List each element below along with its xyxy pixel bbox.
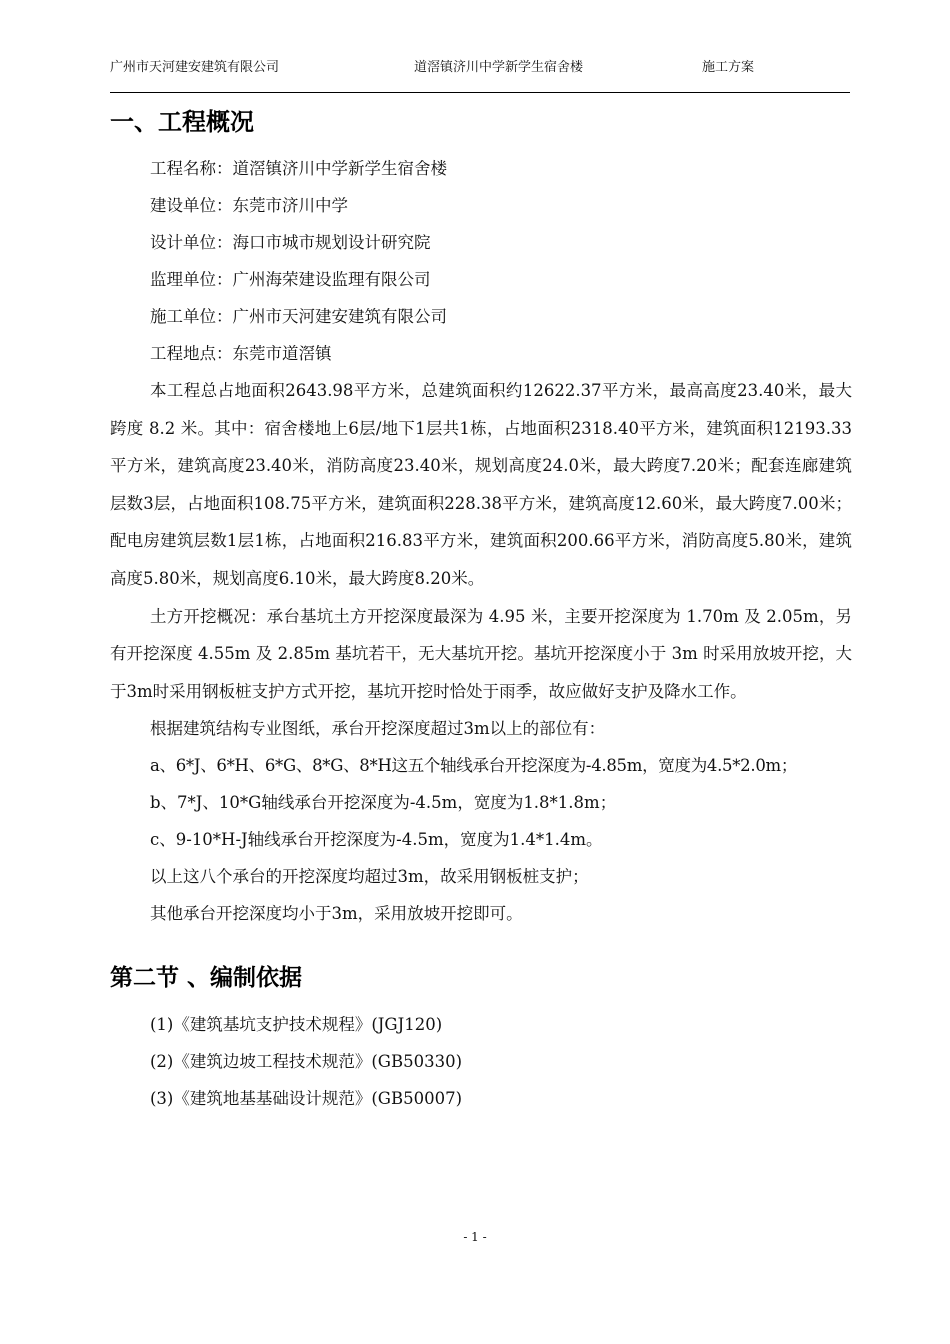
earthwork-paragraph: 土方开挖概况：承台基坑土方开挖深度最深为 4.95 米，主要开挖深度为 1.70m 及 2.05m，另有开挖深度 4.55m 及 2.85m 基坑若干，无大基坑开挖。基坑开挖深度小于 3m 时采用放坡开挖，大于3m时采用钢板桩支护方式开挖，基坑开挖时恰处于雨季，故应做好支护及降水工作。 — [110, 606, 852, 701]
list-item-b: b、7*J、10*G轴线承台开挖深度为-4.5m，宽度为1.8*1.8m； — [150, 793, 617, 813]
summary-line-1: 以上这八个承台的开挖深度均超过3m，故采用钢板桩支护； — [150, 867, 589, 887]
area-paragraph: 本工程总占地面积2643.98平方米，总建筑面积约12622.37平方米，最高高度23.40米，最大跨度 8.2 米。其中：宿舍楼地上6层/地下1层共1栋，占地面积2318.40平方米，建筑面积12193.33平方米，建筑高度23.40米，消防高度23.40米，规划高度24.0米，最大跨度7.20米；配套连廊建筑层数3层，占地面积108.75平方米，建筑面积228.38平方米，建筑高度12.60米，最大跨度7.00米；配电房建筑层数1层1栋，占地面积216.83平方米，建筑面积200.66平方米，消防高度5.80米，建筑高度5.80米，规划高度6.10米，最大跨度8.20米。 — [110, 381, 852, 588]
header-company: 广州市天河建安建筑有限公司 — [110, 60, 280, 75]
section1-title: 一、工程概况 — [110, 108, 254, 136]
info-supervisor: 监理单位：广州海荣建设监理有限公司 — [150, 270, 431, 289]
info-client: 建设单位：东莞市济川中学 — [150, 196, 348, 215]
summary-line-2: 其他承台开挖深度均小于3m，采用放坡开挖即可。 — [150, 904, 523, 924]
list-item-c: c、9-10*H-J轴线承台开挖深度为-4.5m，宽度为1.4*1.4m。 — [150, 830, 603, 850]
section2-title: 第二节 、编制依据 — [110, 965, 303, 992]
page-header — [110, 56, 850, 93]
list-item-a: a、6*J、6*H、6*G、8*G、8*H这五个轴线承台开挖深度为-4.85m，宽度为4.5*2.0m； — [150, 756, 798, 776]
reference-item: (2)《建筑边坡工程技术规范》(GB50330) — [150, 1052, 463, 1072]
reference-item: (3)《建筑地基基础设计规范》(GB50007) — [150, 1089, 463, 1109]
header-doc-type: 施工方案 — [702, 60, 755, 75]
page-number: - 1 - — [463, 1230, 487, 1244]
header-project: 道滘镇济川中学新学生宿舍楼 — [414, 60, 584, 75]
info-contractor: 施工单位：广州市天河建安建筑有限公司 — [150, 307, 447, 326]
info-location: 工程地点：东莞市道滘镇 — [150, 344, 332, 363]
info-project-name: 工程名称：道滘镇济川中学新学生宿舍楼 — [150, 159, 447, 178]
info-designer: 设计单位：海口市城市规划设计研究院 — [150, 233, 431, 252]
document-body — [110, 102, 852, 1117]
reference-item: (1)《建筑基坑支护技术规程》(JGJ120) — [150, 1015, 443, 1035]
list-intro: 根据建筑结构专业图纸，承台开挖深度超过3m以上的部位有： — [150, 719, 606, 739]
